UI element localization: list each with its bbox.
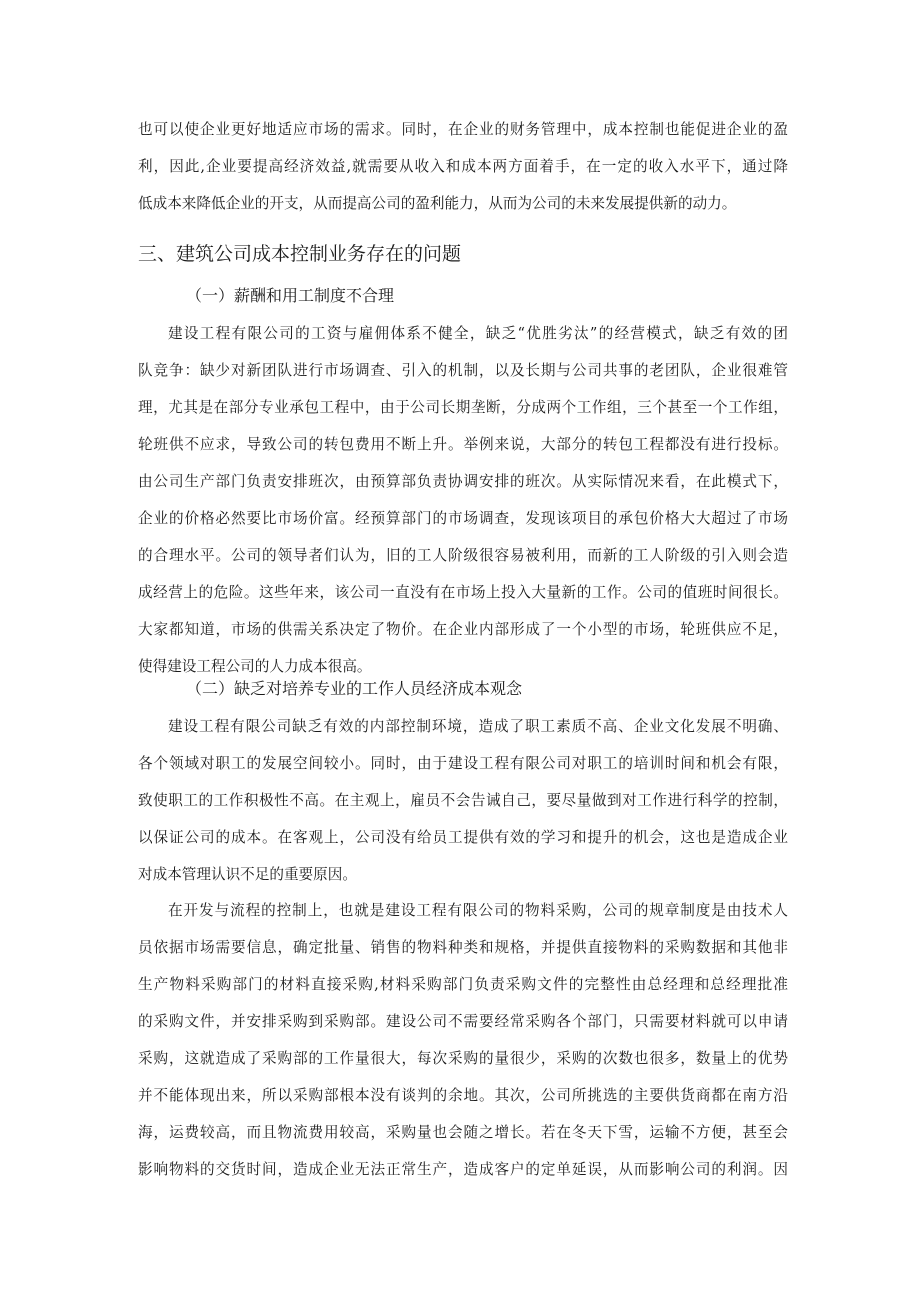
sub2-p2-line-5: 采购，这就造成了采购部的工作量很大，每次采购的量很少，采购的次数也很多，数量上的优势 [138,1050,788,1067]
sub2-p2-line-8: 影响物料的交货时间，造成企业无法正常生产，造成客户的定单延误，从而影响公司的利润。因 [138,1161,788,1178]
sub2-p1-line-4: 以保证公司的成本。在客观上，公司没有给员工提供有效的学习和提升的机会，这也是造成企业 [138,829,788,846]
sub2-p2-line-6: 并不能体现出来，所以采购部根本没有谈判的余地。其次，公司所挑选的主要供货商都在南方沿 [138,1087,788,1104]
sub2-p2-line-1: 在开发与流程的控制上，也就是建设工程有限公司的物料采购，公司的规章制度是由技术人 [168,902,788,919]
sub1-line-1: 建设工程有限公司的工资与雇佣体系不健全，缺乏“优胜劣汰”的经营模式，缺乏有效的团 [168,325,788,342]
sub2-p2-line-3: 生产物料采购部门的材料直接采购,材料采购部门负责采购文件的完整性由总经理和总经理批准 [138,976,788,993]
sub2-p1-line-3: 致使职工的工作积极性不高。在主观上，雇员不会告诫自己，要尽量做到对工作进行科学的控制， [138,792,788,809]
sub1-line-3: 理，尤其是在部分专业承包工程中，由于公司长期垄断，分成两个工作组，三个甚至一个工作组， [138,399,788,416]
sub2-p1-line-1: 建设工程有限公司缺乏有效的内部控制环境，造成了职工素质不高、企业文化发展不明确、 [168,718,788,735]
section-3-heading: 三、建筑公司成本控制业务存在的问题 [138,243,462,265]
sub2-p1-line-2: 各个领域对职工的发展空间较小。同时，由于建设工程有限公司对职工的培训时间和机会有限， [138,755,788,772]
sub1-line-6: 企业的价格必然要比市场价富。经预算部门的市场调查，发现该项目的承包价格大大超过了市场 [138,510,788,527]
sub1-line-10: 使得建设工程公司的人力成本很高。 [138,658,372,675]
sub2-p2-line-7: 海，运费较高，而且物流费用较高，采购量也会随之增长。若在冬天下雪，运输不方便，甚至会 [138,1124,788,1141]
sub2-p2-line-2: 员依据市场需要信息，确定批量、销售的物料种类和规格，并提供直接物料的采购数据和其他非 [138,939,788,956]
sub2-p1-line-5: 对成本管理认识不足的重要原因。 [138,866,357,883]
subsection-2-heading: （二）缺乏对培养专业的工作人员经济成本观念 [186,679,523,698]
subsection-1-paragraph [138,315,788,685]
sub1-line-5: 由公司生产部门负责安排班次，由预算部负责协调安排的班次。从实际情况来看，在此模式下， [138,473,788,490]
subsection-1-heading: （一）薪酬和用工制度不合理 [186,286,395,305]
subsection-2-paragraph-2 [138,892,788,1188]
sub1-line-2: 队竞争：缺少对新团队进行市场调查、引入的机制，以及长期与公司共事的老团队，企业很难管 [138,362,788,379]
sub1-line-8: 成经营上的危险。这些年来，该公司一直没有在市场上投入大量新的工作。公司的值班时间很长。 [138,584,788,601]
sub1-line-7: 的合理水平。公司的领导者们认为，旧的工人阶级很容易被利用，而新的工人阶级的引入则会造 [138,547,788,564]
intro-line-1: 也可以使企业更好地适应市场的需求。同时，在企业的财务管理中，成本控制也能促进企业的盈 [138,121,788,138]
sub2-p2-line-4: 的采购文件，并安排采购到采购部。建设公司不需要经常采购各个部门，只需要材料就可以申请 [138,1013,788,1030]
subsection-2-paragraph-1 [138,708,788,893]
intro-line-2: 利，因此,企业要提高经济效益,就需要从收入和成本两方面着手，在一定的收入水平下，通过降 [138,158,788,175]
intro-paragraph [138,111,788,222]
sub1-line-9: 大家都知道，市场的供需关系决定了物价。在企业内部形成了一个小型的市场，轮班供应不足， [138,621,788,638]
sub1-line-4: 轮班供不应求，导致公司的转包费用不断上升。举例来说，大部分的转包工程都没有进行投标。 [138,436,788,453]
intro-line-3: 低成本来降低企业的开支，从而提高公司的盈利能力，从而为公司的未来发展提供新的动力。 [138,195,737,212]
